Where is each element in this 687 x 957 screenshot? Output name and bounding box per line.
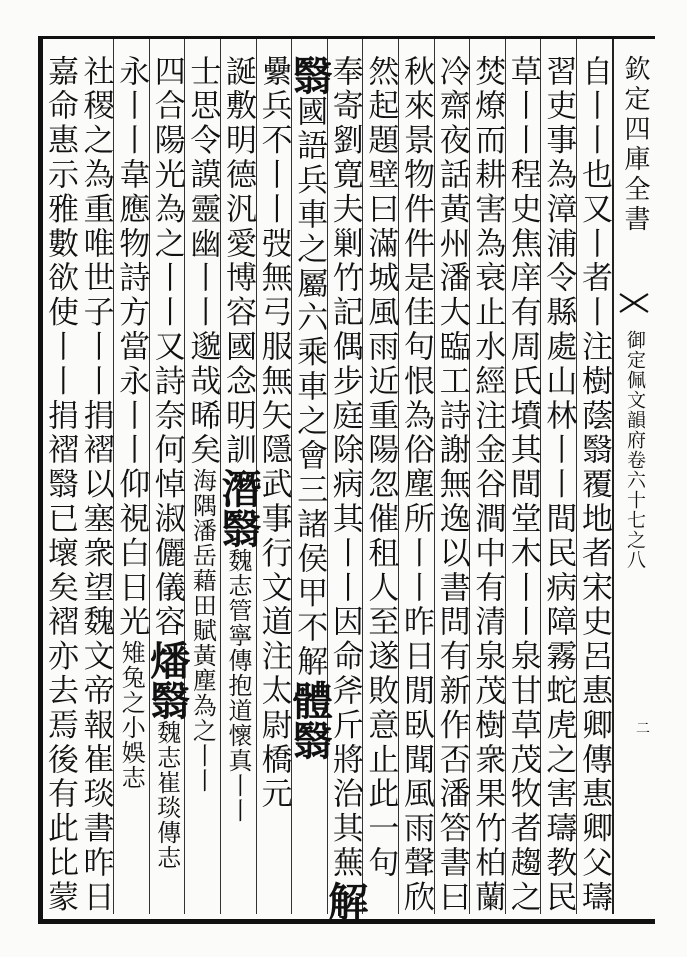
text-column-11: 誕敷明德汎愛博容國念明訓潛翳魏志管寧傳抱道懷真丨丨 bbox=[215, 55, 262, 823]
text-column-8: 奉寄劉寛夫剿竹記偶步庭除病其丨丨因命斧斤將治其蕪解 bbox=[321, 55, 369, 921]
text-column-15: 社稷之為重唯世子丨丨捐褶以塞衆望魏文帝報崔琰書昨日 bbox=[77, 55, 114, 915]
text-column-12: 士思令謨靈幽丨丨邈哉晞矣海隅潘岳藉田賦黃塵為之丨丨 bbox=[184, 55, 221, 793]
text-column-4: 焚燎而耕害為衰止水經注金谷澗中有清泉茂樹衆果竹柏蘭 bbox=[469, 55, 506, 915]
headword: 解 bbox=[321, 880, 369, 921]
headword: 翳 bbox=[286, 55, 334, 95]
page-number: 二 bbox=[636, 721, 650, 737]
text-column-2: 習吏事為漳浦令縣處山林丨丨間民病障霧蛇虎之害璹教民 bbox=[540, 55, 577, 915]
text-column-5: 冷齋夜話黃州潘大臨工詩謝無逸以書問有新作否潘答書曰 bbox=[433, 55, 470, 915]
text-column-13: 四合陽光為之丨丨又詩奈何悼淑儷儀容燔翳魏志崔琰傳志 bbox=[143, 55, 191, 870]
text-column-14: 永丨丨韋應物詩方當永丨丨仰視白日光雉兔之小娛志 bbox=[113, 55, 150, 790]
spine-subtitle: 御定佩文韻府卷六十七之八 bbox=[624, 330, 646, 570]
text-column-1: 自丨丨也又丨者丨注樹蔭翳覆地者宋史呂惠卿傳惠卿父璹 bbox=[576, 55, 612, 915]
fish-tail-icon bbox=[618, 292, 650, 314]
headword: 潛翳 bbox=[215, 467, 262, 548]
spine-divider bbox=[612, 39, 614, 914]
text-column-9: 翳國語兵車之屬六乘車之會三諸侯甲不解體翳 bbox=[286, 55, 334, 760]
spine-title: 欽定四庫全書 bbox=[620, 55, 650, 235]
text-column-7: 然起題壁曰滿城風雨近重陽忽催租人至遂敗意止此一句 bbox=[362, 55, 399, 881]
text-column-16: 嘉命惠示雅數欲使丨丨捐褶翳已壞矣褶亦去焉後有此比蒙 bbox=[42, 55, 78, 915]
text-column-6: 秋來景物件件是佳句恨為俗塵所丨丨昨日閒臥聞風雨聲欣 bbox=[398, 55, 434, 915]
text-column-10: 纍兵不丨丨弢無弓服無矢隱武事行文道注太尉橋元 bbox=[255, 55, 292, 812]
text-column-3: 草丨丨程史焦庠有周氏墳其間堂木丨丨泉甘草茂牧者趨之 bbox=[504, 55, 541, 915]
headword: 體翳 bbox=[286, 679, 334, 760]
headword: 燔翳 bbox=[143, 639, 191, 720]
